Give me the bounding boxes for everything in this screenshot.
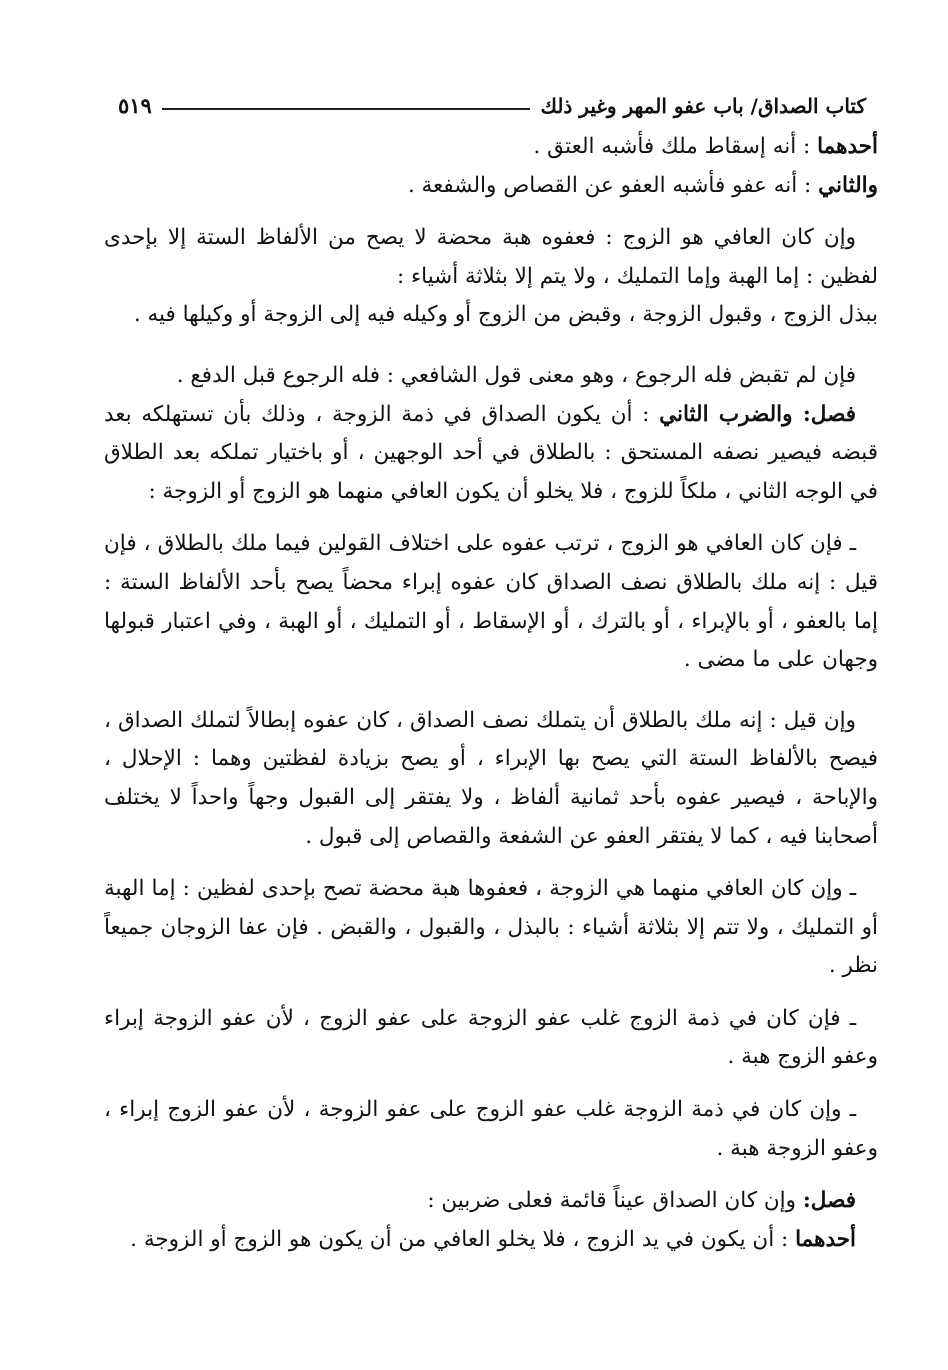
paragraph-label: فصل: والضرب الثاني (659, 401, 857, 427)
paragraph-label: فصل: (802, 1188, 856, 1214)
paragraph (104, 296, 878, 335)
paragraph-text: فإن لم تقبض فله الرجوع ، وهو معنى قول الشافعي : فله الرجوع قبل الدفع . (176, 362, 856, 388)
paragraph-text: ببذل الزوج ، وقبول الزوجة ، وقبض من الزوج أو وكيله فيه إلى الزوجة أو وكيلها فيه . (133, 302, 878, 328)
paragraph-label: والثاني (818, 172, 878, 198)
paragraph-text: : أن يكون الصداق في ذمة الزوجة ، وذلك بأن تستهلكه بعد قبضه فيصير نصفه المستحق : بالطلاق في أحد الوجهين ، أو باختيار تملكه بعد الطلاق في الوجه الثاني ، ملكاً للزوج ، فلا يخلو أن يكون العافي منهما هو الزوج أو الزوجة : (104, 401, 878, 504)
chapter-title: كتاب الصداق/ باب عفو المهر وغير ذلك (540, 94, 866, 118)
paragraph (104, 525, 878, 679)
paragraph (104, 167, 878, 206)
paragraph (104, 870, 878, 986)
paragraph-text: : أنه إسقاط ملك فأشبه العتق . (533, 134, 811, 159)
paragraph-text: وإن كان الصداق عيناً قائمة فعلى ضربين : (427, 1188, 803, 1214)
paragraph (104, 1000, 878, 1077)
paragraph (104, 1221, 878, 1260)
page-number: ٥١٩ (118, 93, 152, 118)
paragraph-text: وإن قيل : إنه ملك بالطلاق أن يتملك نصف الصداق ، كان عفوه إبطالاً لتملك الصداق ، فيصح بالألفاظ الستة التي يصح بها الإبراء ، أو يصح بزيادة لفظتين وهما : الإحلال ، والإباحة ، فيصير عفوه بأحد ثمانية ألفاظ ، ولا يفتقر إلى القبول وجهاً واحداً لا يختلف أصحابنا فيه ، كما لا يفتقر العفو عن الشفعة والقصاص إلى قبول . (104, 707, 878, 849)
paragraph-text: : أن يكون في يد الزوج ، فلا يخلو العافي من أن يكون هو الزوج أو الزوجة . (130, 1226, 789, 1252)
paragraph (104, 357, 878, 396)
paragraph-text: ـ فإن كان في ذمة الزوج غلب عفو الزوجة على عفو الزوج ، لأن عفو الزوجة إبراء وعفو الزوج هبة . (104, 1005, 878, 1070)
paragraph (104, 128, 878, 167)
running-header (118, 82, 866, 118)
page-body (104, 128, 878, 1259)
paragraph-text: وإن كان العافي هو الزوج : فعفوه هبة محضة لا يصح من الألفاظ الستة إلا بإحدى لفظين : إما الهبة وإما التمليك ، ولا يتم إلا بثلاثة أشياء : (104, 225, 878, 289)
paragraph (104, 1182, 878, 1221)
paragraph-text: ـ وإن كان في ذمة الزوجة غلب عفو الزوج على عفو الزوجة ، لأن عفو الزوج إبراء ، وعفو الزوجة هبة . (104, 1097, 878, 1161)
paragraph-text: : أنه عفو فأشبه العفو عن القصاص والشفعة . (407, 172, 812, 198)
header-rule (162, 108, 531, 110)
paragraph (104, 396, 878, 512)
paragraph (104, 1091, 878, 1168)
paragraph-label: أحدهما (817, 134, 878, 159)
paragraph-text: ـ وإن كان العافي منهما هي الزوجة ، فعفوها هبة محضة تصح بإحدى لفظين : إما الهبة أو التمليك ، ولا تتم إلا بثلاثة أشياء : بالبذل ، والقبول ، والقبض . فإن عفا الزوجان جميعاً نظر . (104, 876, 878, 979)
paragraph-label: أحدهما (795, 1226, 856, 1252)
paragraph (104, 702, 878, 856)
paragraph (104, 219, 878, 296)
paragraph-text: ـ فإن كان العافي هو الزوج ، ترتب عفوه على اختلاف القولين فيما ملك بالطلاق ، فإن قيل : إنه ملك بالطلاق نصف الصداق كان عفوه إبراء محضاً يصح بأحد الألفاظ الستة : إما بالعفو ، أو بالإبراء ، أو بالترك ، أو الإسقاط ، أو التمليك ، أو الهبة ، وفي اعتبار قبولها وجهان على ما مضى . (104, 531, 878, 673)
